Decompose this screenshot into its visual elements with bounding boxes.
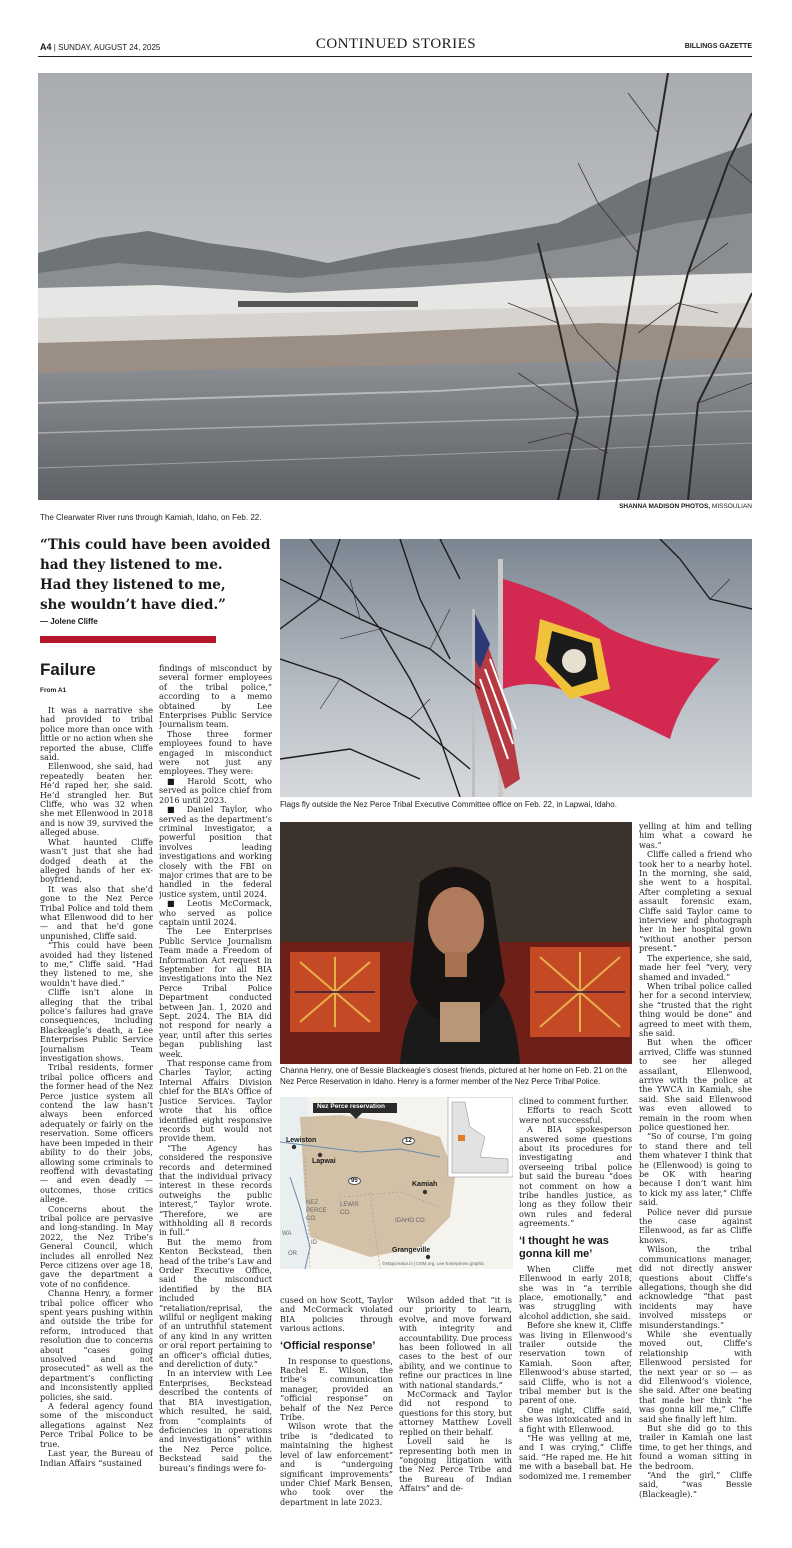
article-paragraph: Cliffe called a friend who took her to a nearby hotel. In the morning, she said, she went to a hospital. After completing a sexual assault forensic exam, Cliffe said Taylor came to interview and photograph her in her hospital gown “without another person present.”: [639, 849, 752, 954]
article-paragraph: A federal agency found some of the misconduct allegations against Nez Perce Tribal Police to be true.: [40, 1401, 153, 1449]
photo-credit: [619, 503, 752, 510]
pull-quote-line: she wouldn’t have died.”: [40, 597, 226, 613]
map-place-kamiah: Kamiah: [412, 1181, 438, 1188]
article-paragraph: When Cliffe met Ellenwood in early 2018, she was in “a terrible place, emotionally,” and was struggling with alcohol addiction, she said.: [519, 1263, 632, 1321]
map-title: Nez Perce reservation: [317, 1103, 385, 1110]
article-paragraph: It was also that she’d gone to the Nez Perce Tribal Police and told them what Ellenwood did to her — and that he’d gone unpunished, Cliffe said.: [40, 883, 153, 941]
article-paragraph: Before she knew it, Cliffe was living in Ellenwood’s trailer outside the reservation town of Kamiah. Soon after, Ellenwood’s abuse started, said Cliffe, who is not a tribal member but is the parent of one.: [519, 1320, 632, 1406]
credit-name: SHANNA MADISON PHOTOS,: [619, 503, 711, 510]
article-paragraph: Tribal residents, former tribal police officers and the former head of the Nez Perce justice system all contend the law hasn’t always been enforced adequately or fairly on the reservation. Some officers have been impeded in their ability to do their jobs, allowing some criminals to reoffend with devastating — and even deadly — outcomes, those critics allege.: [40, 1062, 153, 1205]
portrait-photo-caption: Channa Henry, one of Bessie Blackeagle’s closest friends, pictured at her home on Feb. 21 on the Nez Perce Reservation in Idaho. Henry is a former member of the Nez Perce Tribal Police.: [280, 1066, 628, 1086]
article-paragraph: clined to comment further.: [519, 1097, 629, 1106]
article-subhead: ‘Official response’: [280, 1339, 376, 1352]
column-4: [399, 1296, 512, 1506]
separator: |: [53, 43, 59, 52]
article-paragraph: Ellenwood, she said, had repeatedly beaten her. He’d raped her, she said. He’d strangled her. But Cliffe, who was 32 when she met Ellenwood in 2018 and is now 39, survived the alleged abuse.: [40, 761, 153, 838]
article-paragraph: “He was yelling at me, and I was crying,” Cliffe said. “He raped me. He hit me with a baseball bat. He sodomized me. I remember: [519, 1433, 632, 1481]
article-paragraph: Cliffe isn’t alone in alleging that the tribal police’s failures had grave consequences, including Blackeagle’s death, a Lee Enterprises Public Service Journalism Team investigation shows.: [40, 987, 153, 1064]
pull-quote-line: Had they listened to me,: [40, 577, 226, 593]
article-paragraph: But the memo from Kenton Beckstead, then head of the tribe’s Law and Order Executive Office, said the misconduct identified by the BIA included “retaliation/reprisal, the willful or negligent making of an untruthful statement of any kind in any written or oral report pertaining to an officer’s official duties, and dereliction of duty.”: [159, 1236, 272, 1370]
river-photo: [38, 73, 752, 500]
article-paragraph: When tribal police called her for a second interview, she “trusted that the right thing would be done” and agreed to meet with them, she said.: [639, 980, 752, 1038]
article-paragraph: “The Agency has considered the responsive records and determined that the individual privacy interest in these records outweighs the public interest,” Taylor wrote. “Therefore, we are withholding all 8 records in full.”: [159, 1142, 272, 1238]
page-number: A4: [40, 42, 52, 52]
map-place-lapwai: Lapwai: [312, 1158, 336, 1165]
map-place-lewiston: Lewiston: [286, 1137, 317, 1144]
article-paragraph: ■ Leotis McCormack, who served as police captain until 2024.: [159, 898, 272, 927]
article-paragraph: ■ Harold Scott, who served as police chief from 2016 until 2023.: [159, 775, 272, 805]
river-photo-caption: The Clearwater River runs through Kamiah, Idaho, on Feb. 22.: [40, 513, 262, 522]
county-lewis: LEWIS CO.: [340, 1202, 359, 1216]
article-paragraph: That response came from Charles Taylor, acting Internal Affairs Division chief for the BIA’s Office of Justice Services. Taylor wrote that his office identified eight responsive records but would not provide them.: [159, 1058, 272, 1144]
article-paragraph: Concerns about the tribal police are pervasive and long-standing. In May 2022, the Nez Tribe’s General Council, which includes all enrolled Nez Perce citizens over age 18, gave the department a vote of no confidence.: [40, 1203, 153, 1289]
article-paragraph: Wilson wrote that the tribe is “dedicated to maintaining the highest level of law enforcement” and is “undergoing significant improvements” under Chief Mark Bensen, who took over the department in late 2023.: [280, 1421, 393, 1506]
article-paragraph: “This could have been avoided had they listened to me,” Cliffe said. “Had they listened to me, she wouldn’t have died.”: [40, 940, 153, 988]
article-paragraph: In an interview with Lee Enterprises, Beckstead described the contents of that BIA investigation, which resulted, he said, from “complaints of deficiencies in operations and investigations” within the Nez Perce police. Beckstead said the bureau’s findings were fo-: [159, 1368, 272, 1473]
pull-quote-line: had they listened to me.: [40, 557, 223, 573]
state-id: ID: [311, 1240, 317, 1246]
column-2: [159, 664, 272, 1506]
article-paragraph: The experience, she said, made her feel “very, very shamed and invaded.”: [639, 952, 752, 982]
flags-photo-caption: Flags fly outside the Nez Perce Tribal Executive Committee office on Feb. 22, in Lapwai, Idaho.: [280, 800, 617, 809]
article-paragraph: McCormack and Taylor did not respond to questions for this story, but attorney Matthew Lovell replied on their behalf.: [399, 1389, 512, 1437]
article-paragraph: One night, Cliffe said, she was intoxicated and in a fight with Ellenwood.: [519, 1404, 632, 1434]
pull-quote-line: “This could have been avoided: [40, 537, 271, 553]
story-headline: Failure: [40, 660, 96, 679]
article-paragraph: But when the officer arrived, Cliffe was stunned to see her alleged assailant, Ellenwood, arrive with the police at the YWCA in Kamiah, she said. She said Ellenwood was even allowed to remain in the room when police questioned her.: [639, 1037, 752, 1132]
column-3: [280, 1296, 393, 1506]
map-credit: ©Mapcreator.io | OSM.org, Lee Enterprises graphic: [382, 1261, 485, 1266]
article-paragraph: Channa Henry, a former tribal police officer who spent years pushing within and outside the tribe for reform, introduced that resolution due to concerns about “cases going unsolved and not prosecuted” as well as the department’s conflicting and inconsistently applied policies, she said.: [40, 1288, 153, 1402]
article-paragraph: Lovell said he is representing both men in “ongoing litigation with the Nez Perce Tribe and the Bureau of Indian Affairs” and de-: [399, 1436, 512, 1494]
county-idaho: IDAHO CO.: [395, 1218, 427, 1224]
article-paragraph: cused on how Scott, Taylor and McCormack violated BIA policies through various actions.: [280, 1296, 393, 1334]
article-paragraph: Those three former employees found to have engaged in misconduct were not just any employees. They were:: [159, 728, 272, 777]
accent-bar: [40, 636, 216, 643]
column-5: [519, 1097, 632, 1506]
article-paragraph: What haunted Cliffe wasn’t just that she had dodged death at the alleged hands of her ex-boyfriend.: [40, 836, 153, 885]
article-paragraph: But she did go to this trailer in Kamiah one last time, to get her things, and found a woman sitting in the bedroom.: [639, 1423, 752, 1471]
state-wa: WA: [282, 1231, 292, 1237]
article-paragraph: Last year, the Bureau of Indian Affairs “sustained: [40, 1448, 153, 1468]
map-place-grangeville: Grangeville: [392, 1247, 431, 1254]
article-paragraph: It was a narrative she had provided to tribal police more than once with little or no action when she reported the abuse, Cliffe said.: [40, 706, 153, 763]
county-nez-perce: NEZ PERCE CO.: [306, 1200, 327, 1222]
page-info: [40, 42, 160, 52]
article-subhead: ‘I thought he was gonna kill me’: [519, 1234, 609, 1260]
article-paragraph: While she eventually moved out, Cliffe’s relationship with Ellenwood persisted for the next year or so — as did Ellenwood’s violence, she said. After one beating that made her think “he was gonna kill me,” Cliffe said she finally left him.: [639, 1328, 752, 1424]
article-paragraph: Efforts to reach Scott were not successful.: [519, 1105, 632, 1125]
section-title: CONTINUED STORIES: [315, 36, 477, 52]
flags-photo: [280, 539, 752, 797]
article-paragraph: The Lee Enterprises Public Service Journalism Team made a Freedom of Information Act request in September for all BIA investigations into the Nez Perce Tribal Police Department conducted between Jan. 1, 2020 and Sept. 2024. The BIA did not respond for nearly a year, until after this series began publishing last week.: [159, 926, 272, 1059]
article-paragraph: ■ Daniel Taylor, who served as the department’s criminal investigator, a powerful position that involves leading investigations and working closely with the FBI on major crimes that are to be handled in the federal justice system, until 2024.: [159, 804, 272, 899]
pull-quote: [40, 535, 272, 615]
column-1: [40, 706, 153, 1506]
paper-name: BILLINGS GAZETTE: [684, 43, 752, 50]
article-paragraph: “And the girl,” Cliffe said, “was Bessie (Blackeagle).”: [639, 1470, 752, 1499]
route-12-shield: 12: [402, 1137, 415, 1145]
credit-org: MISSOULIAN: [711, 503, 752, 510]
article-paragraph: Police never did pursue the case against Ellenwood, as far as Cliffe knows.: [639, 1206, 752, 1245]
article-paragraph: yelling at him and telling him what a coward he was.”: [639, 822, 752, 850]
article-paragraph: Wilson, the tribal communications manager, did not directly answer questions about Cliffe’s allegations, though she did acknowledge “that past incidents may have involved missteps or misunderstandings.”: [639, 1244, 752, 1330]
pull-quote-attribution: — Jolene Cliffe: [40, 617, 98, 626]
state-or: OR: [288, 1251, 297, 1257]
article-paragraph: In response to questions, Rachel E. Wilson, the tribe’s communication manager, provided an “official response” on behalf of the Nez Perce Tribe.: [280, 1355, 393, 1423]
portrait-photo: [280, 822, 632, 1064]
route-95-shield: 95: [348, 1177, 361, 1185]
article-paragraph: findings of misconduct by several former employees of the tribal police,” according to a memo obtained by Lee Enterprises Public Service Journalism team.: [159, 664, 272, 730]
header-rule: [38, 56, 752, 57]
reservation-map: [280, 1097, 513, 1269]
column-6: [639, 822, 752, 1506]
article-paragraph: A BIA spokesperson answered some questions about its procedures for investigating and overseeing tribal police but said the bureau “does not comment on how a tribe handles justice, as long as they follow their own rules and federal agreements.”: [519, 1124, 632, 1229]
page-date: SUNDAY, AUGUST 24, 2025: [58, 43, 161, 52]
article-paragraph: Wilson added that “it is our priority to learn, evolve, and move forward with integrity and accountability. Due process has been followed in all cases to the best of our ability, and we continue to refine our practices in line with national standards.”: [399, 1296, 512, 1390]
article-paragraph: “So of course, I’m going to stand there and tell them whatever I think that he (Ellenwood) is going to be OK with hearing because I don’t want him to kick my ass later,” Cliffe said.: [639, 1131, 752, 1208]
jump-line: From A1: [40, 687, 67, 694]
